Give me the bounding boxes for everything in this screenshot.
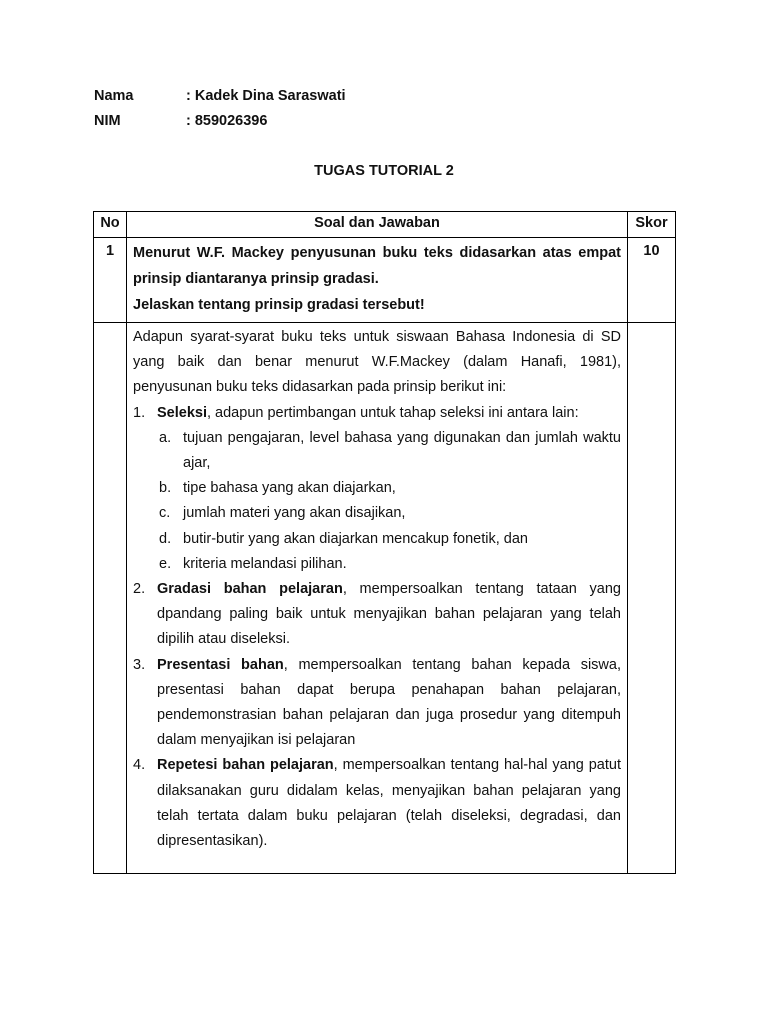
sub-item-letter: e. bbox=[159, 555, 172, 572]
sub-item-letter: b. bbox=[159, 480, 172, 497]
question-text: Menurut W.F. Mackey penyusunan buku teks didasarkan atas empat prinsip diantaranya prinsip gradasi. bbox=[133, 245, 621, 287]
page-title: TUGAS TUTORIAL 2 bbox=[314, 163, 454, 179]
item-number: 1. bbox=[133, 404, 146, 421]
sub-item-text: butir-butir yang akan diajarkan mencakup fonetik, dan bbox=[183, 530, 528, 547]
principles-list bbox=[133, 401, 621, 855]
answer-row bbox=[94, 323, 676, 874]
sub-item-letter: a. bbox=[159, 429, 172, 446]
item-term: Repetesi bahan pelajaran bbox=[157, 757, 334, 774]
sub-list-item bbox=[157, 426, 621, 476]
sub-item-letter: d. bbox=[159, 530, 172, 547]
question-row bbox=[94, 238, 676, 323]
sub-item-letter: c. bbox=[159, 505, 171, 522]
question-score: 10 bbox=[628, 238, 676, 323]
list-item bbox=[133, 577, 621, 653]
assignment-table bbox=[93, 211, 676, 874]
sub-list-item bbox=[157, 552, 621, 577]
sub-item-text: jumlah materi yang akan disajikan, bbox=[183, 505, 406, 522]
sub-item-text: kriteria melandasi pilihan. bbox=[183, 555, 347, 572]
sub-list-item bbox=[157, 527, 621, 552]
answer-no-cell bbox=[94, 323, 127, 874]
item-text: , mempersoalkan tentang hal-hal yang patut dilaksanakan guru didalam kelas, menyajikan bahan pelajaran yang telah tertata dalam buku pelajaran (telah diseleksi, degradasi, dan dipresentasikan). bbox=[157, 757, 621, 850]
nim-label: NIM bbox=[94, 113, 121, 129]
item-text: , mempersoalkan tentang bahan kepada siswa, presentasi bahan dapat berupa penahapan bahan pelajaran, pendemonstrasian bahan pelajaran dan juga prosedur yang ditempuh dalam menyajikan isi pelajaran bbox=[157, 656, 621, 749]
sub-list-item bbox=[157, 476, 621, 501]
sub-item-text: tujuan pengajaran, level bahasa yang digunakan dan jumlah waktu ajar, bbox=[183, 429, 621, 472]
item-term: Gradasi bahan pelajaran bbox=[157, 581, 343, 598]
header-no: No bbox=[94, 212, 127, 238]
item-text: , mempersoalkan tentang tataan yang dpandang paling baik untuk menyajikan bahan pelajaran yang telah dipilih atau diseleksi. bbox=[157, 581, 621, 648]
list-item bbox=[133, 653, 621, 754]
sub-item-text: tipe bahasa yang akan diajarkan, bbox=[183, 480, 396, 497]
item-number: 4. bbox=[133, 757, 146, 774]
list-item bbox=[133, 753, 621, 854]
item-term: Seleksi bbox=[157, 404, 207, 421]
answer-cell bbox=[127, 323, 628, 874]
answer-intro: Adapun syarat-syarat buku teks untuk siswaan Bahasa Indonesia di SD yang baik dan benar menurut W.F.Mackey (dalam Hanafi, 1981), penyusunan buku teks didasarkan pada prinsip berikut ini: bbox=[133, 329, 621, 396]
nama-label: Nama bbox=[94, 88, 134, 104]
header-soal: Soal dan Jawaban bbox=[127, 212, 628, 238]
item-number: 2. bbox=[133, 581, 146, 598]
item-number: 3. bbox=[133, 656, 146, 673]
item-term: Presentasi bahan bbox=[157, 656, 284, 673]
selection-sublist bbox=[157, 426, 621, 577]
item-text: , adapun pertimbangan untuk tahap seleksi ini antara lain: bbox=[207, 404, 579, 421]
sub-list-item bbox=[157, 501, 621, 526]
question-number: 1 bbox=[94, 238, 127, 323]
nama-value: : Kadek Dina Saraswati bbox=[186, 88, 346, 104]
list-item bbox=[133, 401, 621, 577]
header-skor: Skor bbox=[628, 212, 676, 238]
nim-value: : 859026396 bbox=[186, 113, 268, 129]
question-cell bbox=[127, 238, 628, 323]
table-header-row bbox=[94, 212, 676, 238]
answer-score-cell bbox=[628, 323, 676, 874]
question-instruction: Jelaskan tentang prinsip gradasi tersebut! bbox=[133, 297, 425, 313]
